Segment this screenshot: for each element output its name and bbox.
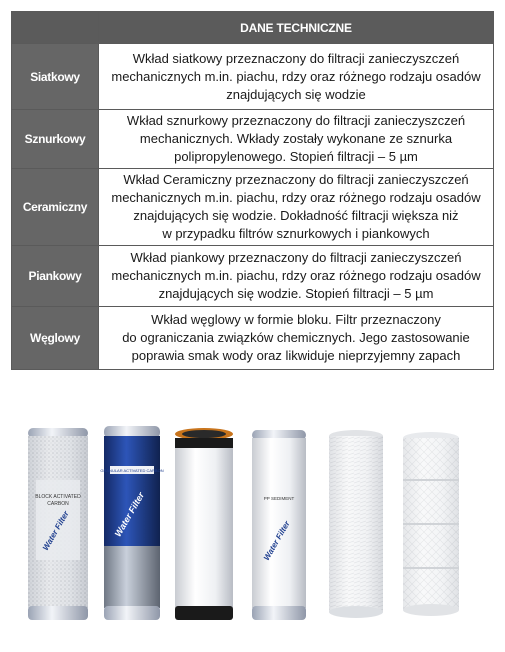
row-label: Sznurkowy (12, 110, 99, 169)
row-description (99, 110, 494, 169)
mesh-cartridge (403, 432, 459, 616)
granular-carbon-cartridge (100, 426, 163, 620)
foam-brand-text: Water Filter (261, 519, 292, 562)
row-label: Siatkowy (12, 44, 99, 110)
description-line: znajdujących się wodzie. Dokładność filtracji większa niż (133, 208, 459, 223)
row-description (99, 307, 494, 370)
string-wound-cartridge (329, 430, 383, 618)
row-label: Piankowy (12, 246, 99, 307)
description-line: Wkład węglowy w formie bloku. Filtr przeznaczony (151, 312, 441, 327)
row-label: Ceramiczny (12, 169, 99, 246)
description-line: mechanicznych m.in. piachu, rdzy oraz różnego rodzaju osadów (111, 190, 481, 205)
carbon-block-cartridge (28, 428, 88, 620)
table-row-ceramiczny (12, 169, 494, 246)
description-line: Wkład piankowy przeznaczony do filtracji zanieczyszczeń (130, 250, 462, 265)
technical-data-table (11, 11, 494, 370)
description-line: poprawia smak wody oraz likwiduje nieprzyjemny zapach (131, 348, 461, 363)
row-label: Węglowy (12, 307, 99, 370)
description-line: w przypadku filtrów sznurkowych i piankowych (162, 226, 430, 241)
description-line: Wkład Ceramiczny przeznaczony do filtracji zanieczyszczeń (123, 172, 469, 187)
carbon-brand-text: Water Filter (40, 509, 71, 552)
description-line: Wkład sznurkowy przeznaczony do filtracji zanieczyszczeń (126, 113, 466, 128)
row-description (99, 169, 494, 246)
description-line: znajdujących się wodzie (226, 86, 366, 102)
table-row-sznurkowy (12, 110, 494, 169)
carbon-label-line1: BLOCK ACTIVATED (35, 494, 81, 500)
table-row-piankowy (12, 246, 494, 307)
row-description (99, 44, 494, 110)
granular-brand-text: Water Filter (112, 490, 147, 539)
description-line: mechanicznych m.in. piachu, rdzy oraz różnego rodzaju osadów (111, 268, 481, 283)
description-line: Wkład siatkowy przeznaczony do filtracji zanieczyszczeń (132, 50, 460, 66)
foam-label: PP SEDIMENT (263, 496, 295, 501)
description-line: znajdujących się wodzie. Stopień filtracji – 5 µm (158, 286, 434, 301)
description-line: mechanicznych. Wkłady zostały wykonane ze sznurka (139, 131, 453, 146)
description-line: mechanicznych m.in. piachu, rdzy oraz różnego rodzaju osadów (111, 68, 481, 84)
granular-label: GRANULAR ACTIVATED CARBON (100, 468, 164, 473)
description-line: do ograniczania związków chemicznych. Jego zastosowanie (122, 330, 470, 345)
description-line: polipropylenowego. Stopień filtracji – 5 µm (174, 149, 418, 164)
table-row-siatkowy (12, 44, 494, 110)
filter-cartridges-photo (0, 420, 505, 652)
table-header-title: DANE TECHNICZNE (99, 12, 494, 44)
header-left-cell (12, 12, 99, 44)
ceramic-cartridge (175, 428, 233, 620)
foam-cartridge (252, 430, 306, 620)
table-row-weglowy (12, 307, 494, 370)
carbon-label-line2: CARBON (47, 501, 69, 507)
row-description (99, 246, 494, 307)
